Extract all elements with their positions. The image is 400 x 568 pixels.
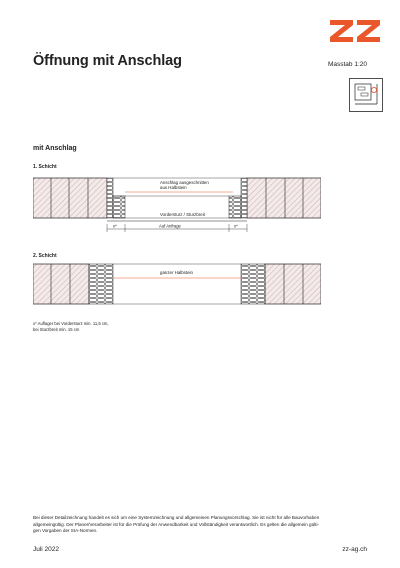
layer1-drawing [33, 174, 321, 236]
page-title: Öffnung mit Anschlag [33, 53, 182, 69]
brick-right-2 [241, 264, 265, 304]
support-note: x* Auflager bei Vordersturz min. 11,5 cm, bei Sturzbreit min. 15 cm [33, 321, 109, 332]
dim-right: x* [234, 223, 238, 229]
wall-right-2 [265, 264, 321, 304]
annotation-rebate-2: aus Halbstein [160, 185, 187, 190]
wall-left-1 [33, 178, 107, 218]
dim-left: x* [113, 223, 117, 229]
keyplan-icon [349, 78, 383, 112]
scale-label: Masstab 1:20 [327, 61, 367, 68]
annotation-rebate-1: Anschlag ausgeschnitten [160, 180, 209, 185]
lintel-label: Vordersturz / Sturzbreit [160, 212, 205, 217]
section-title: mit Anschlag [33, 145, 77, 152]
zz-logo [330, 20, 382, 42]
disclaimer: Bei dieser Detailzeichnung handelt es sich um eine Systemzeichnung und allgemeinen Planungsvorschlag. Sie ist nicht für alle Bauvorhaben allgemeingültig. Der Planer/Verarbeiter ist für die Prüfung der Anwendbarkeit und Vollständigkeit verantwortlich. Es gelten die allgemein gülti- gen Vorgaben der SIA-Normen. [33, 515, 320, 533]
dim-center: Auf Anfrage [159, 223, 181, 229]
annotation-full-brick: ganzer Halbstein [160, 270, 193, 275]
footer-date: Juli 2022 [33, 546, 60, 553]
layer1-title: 1. Schicht [33, 164, 57, 170]
rebate-right-1 [229, 196, 241, 218]
footer-website[interactable]: zz-ag.ch [342, 546, 367, 553]
rebate-left-1 [113, 196, 125, 218]
wall-right-1 [247, 178, 321, 218]
layer2-title: 2. Schicht [33, 253, 57, 259]
wall-left-2 [33, 264, 89, 304]
layer2-drawing [33, 262, 321, 306]
brick-left-2 [89, 264, 113, 304]
